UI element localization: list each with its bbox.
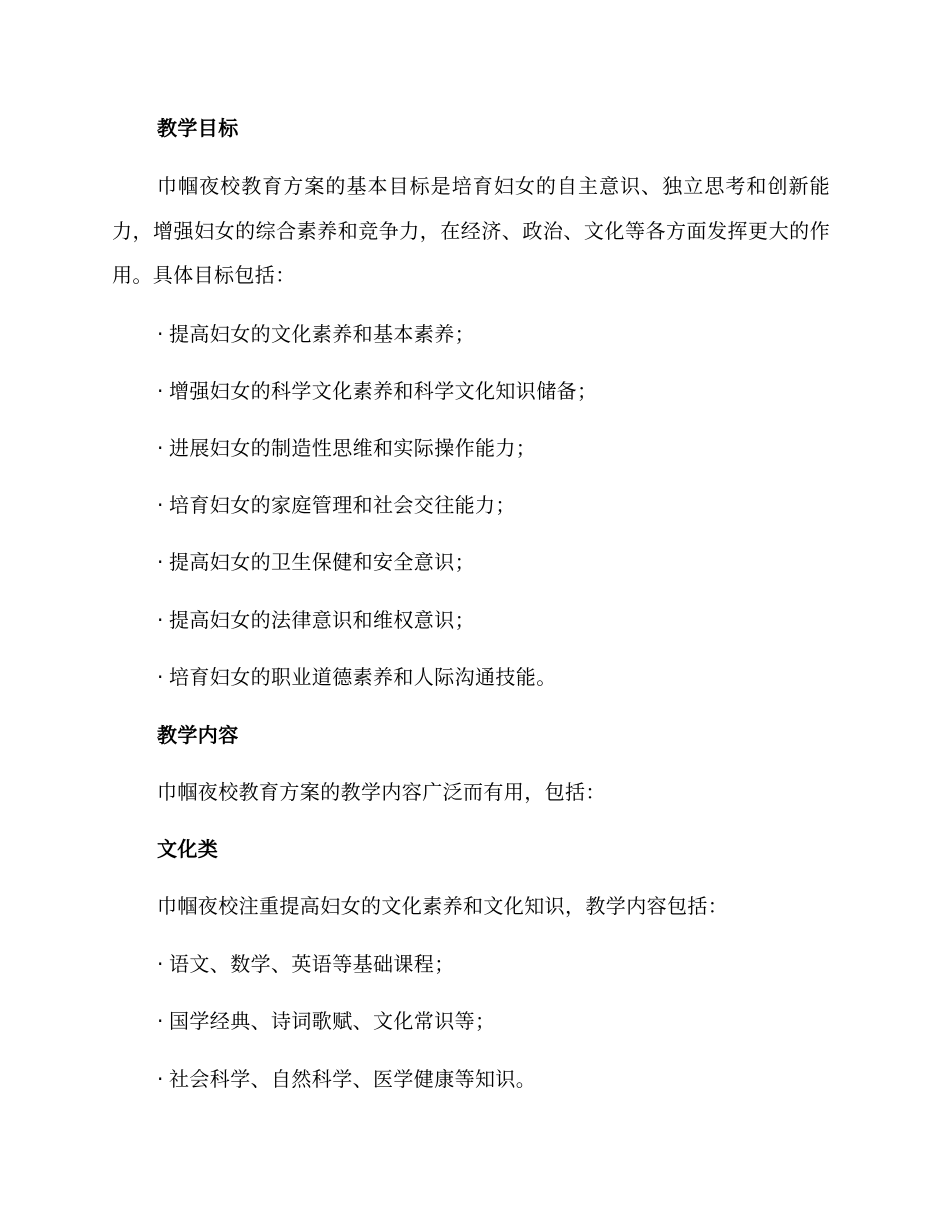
goals-list-item [157,434,536,462]
bullet-icon: · [157,322,164,346]
goals-list-item-text: 增强妇女的科学文化素养和科学文化知识储备； [169,379,598,403]
goals-list-item [157,606,475,634]
bullet-icon: · [157,1067,164,1091]
goals-list-item-text: 提高妇女的卫生保健和安全意识； [169,550,475,574]
bullet-icon: · [157,493,164,517]
goals-list-item [157,320,475,348]
goals-list-item-text: 培育妇女的职业道德素养和人际沟通技能。 [169,665,557,689]
goals-list-item-text: 进展妇女的制造性思维和实际操作能力； [169,436,537,460]
content-intro-line: 巾帼夜校教育方案的教学内容广泛而有用，包括： [157,780,606,804]
goals-list-item [157,491,516,519]
goals-list-item-text: 提高妇女的文化素养和基本素养； [169,322,475,346]
bullet-icon: · [157,550,164,574]
culture-intro-line: 巾帼夜校注重提高妇女的文化素养和文化知识，教学内容包括： [157,894,729,918]
culture-list-item-text: 社会科学、自然科学、医学健康等知识。 [169,1067,537,1091]
goals-list-item [157,548,475,576]
goals-list-item [157,663,557,691]
goals-list-item [157,377,597,405]
goals-intro-paragraph: 巾帼夜校教育方案的基本目标是培育妇女的自主意识、独立思考和创新能力，增强妇女的综合素养和竞争力，在经济、政治、文化等各方面发挥更大的作用。具体目标包括： [112,174,830,287]
bullet-icon: · [157,608,164,632]
culture-list-item [157,950,455,978]
section-heading-goals: 教学目标 [157,116,239,140]
section-heading-content: 教学内容 [157,723,239,747]
culture-list-item-text: 国学经典、诗词歌赋、文化常识等； [169,1009,496,1033]
bullet-icon: · [157,665,164,689]
bullet-icon: · [157,1009,164,1033]
bullet-icon: · [157,436,164,460]
culture-list-item [157,1065,536,1093]
section-heading-culture: 文化类 [157,837,219,861]
bullet-icon: · [157,952,164,976]
goals-list-item-text: 提高妇女的法律意识和维权意识； [169,608,475,632]
goals-list-item-text: 培育妇女的家庭管理和社会交往能力； [169,493,516,517]
bullet-icon: · [157,379,164,403]
culture-list-item-text: 语文、数学、英语等基础课程； [169,952,455,976]
culture-list-item [157,1007,495,1035]
